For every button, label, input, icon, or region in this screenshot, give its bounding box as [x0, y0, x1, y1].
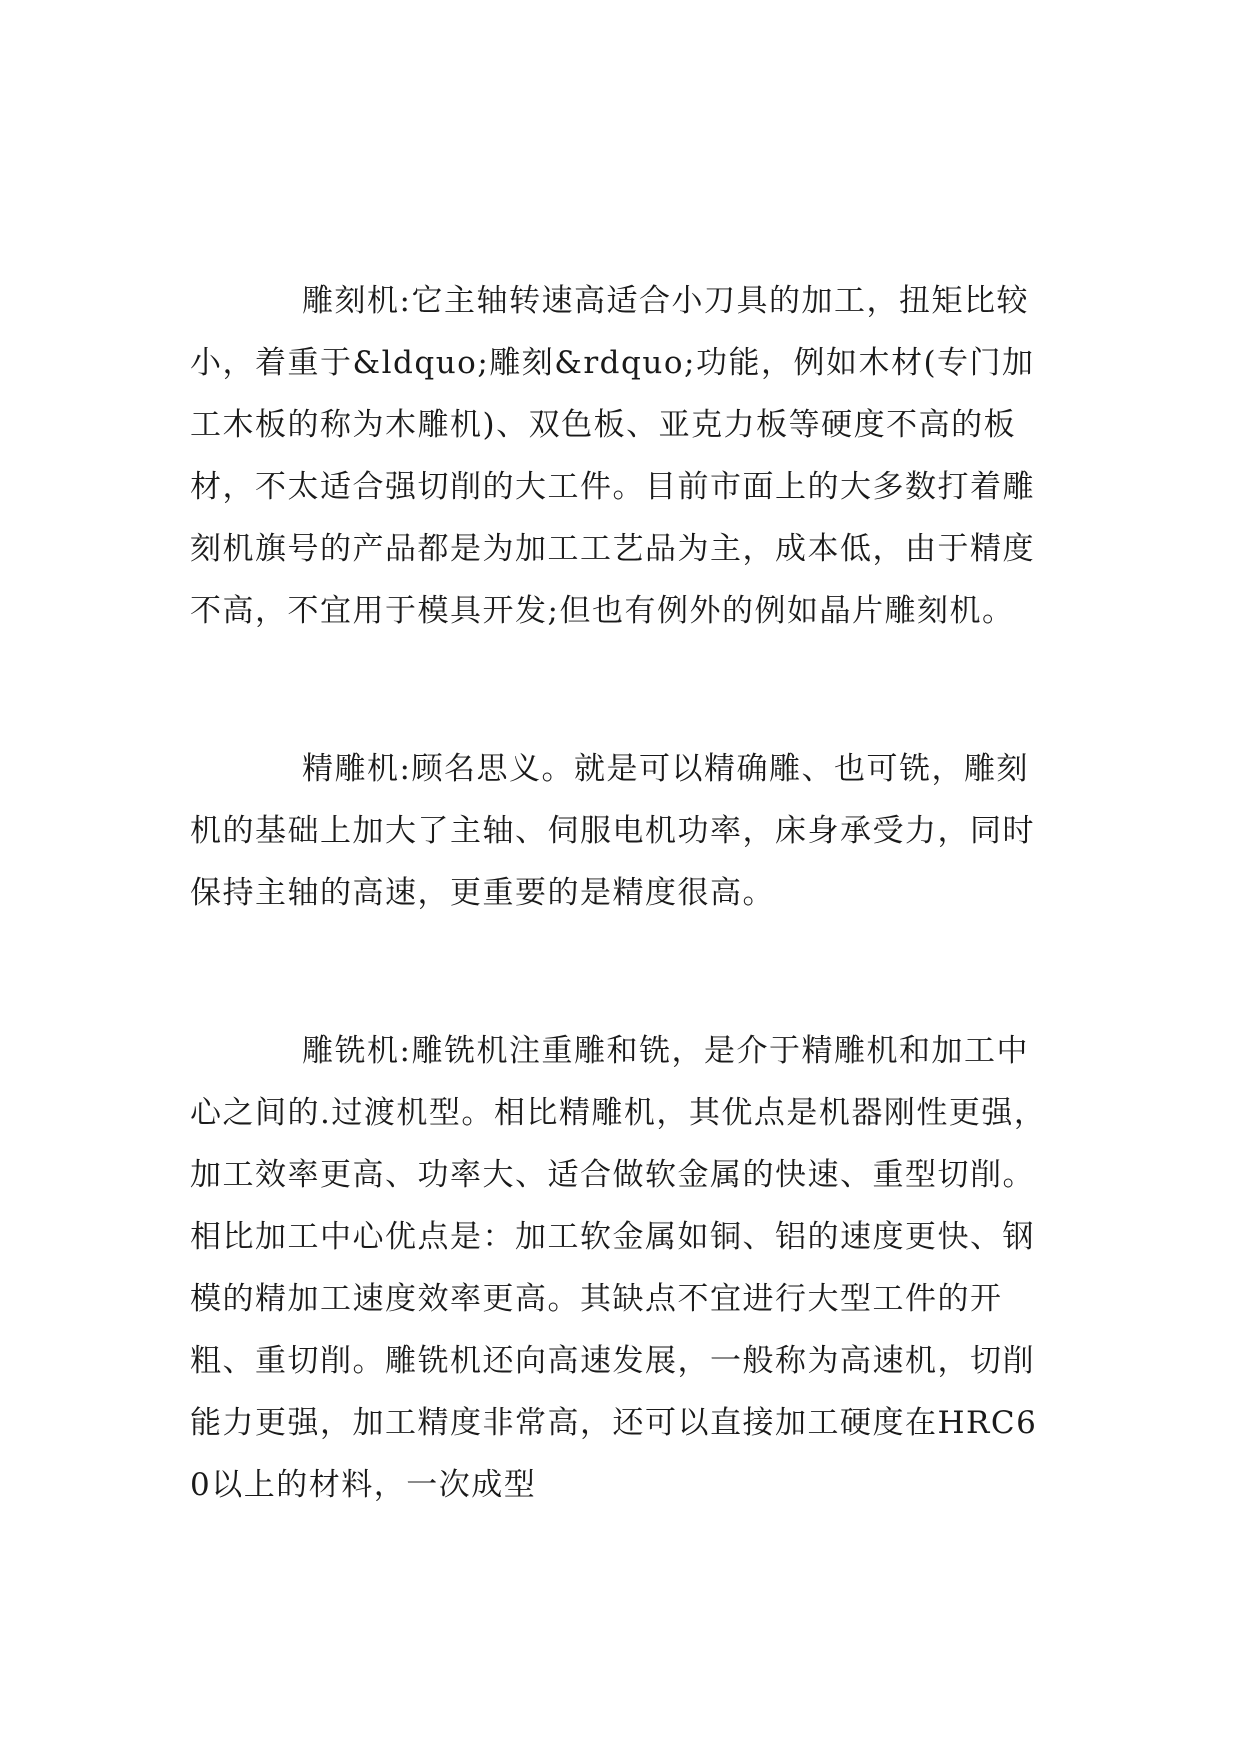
- paragraph-precision-engraving-machine: 精雕机:顾名思义。就是可以精确雕、也可铣，雕刻机的基础上加大了主轴、伺服电机功率，床身承受力，同时保持主轴的高速，更重要的是精度很高。: [190, 751, 1035, 911]
- paragraph-engraving-milling-machine: 雕铣机:雕铣机注重雕和铣，是介于精雕机和加工中心之间的.过渡机型。相比精雕机，其优点是机器刚性更强，加工效率更高、功率大、适合做软金属的快速、重型切削。相比加工中心优点是：加工软金属如铜、铝的速度更快、钢模的精加工速度效率更高。其缺点不宜进行大型工件的开粗、重切削。雕铣机还向高速发展，一般称为高速机，切削能力更强，加工精度非常高，还可以直接加工硬度在HRC60以上的材料，一次成型: [190, 1033, 1047, 1503]
- paragraph-engraving-machine: 雕刻机:它主轴转速高适合小刀具的加工，扭矩比较小，着重于&ldquo;雕刻&rdquo;功能，例如木材(专门加工木板的称为木雕机)、双色板、亚克力板等硬度不高的板材，不太适合强切削的大工件。目前市面上的大多数打着雕刻机旗号的产品都是为加工工艺品为主，成本低，由于精度不高，不宜用于模具开发;但也有例外的例如晶片雕刻机。: [190, 283, 1035, 629]
